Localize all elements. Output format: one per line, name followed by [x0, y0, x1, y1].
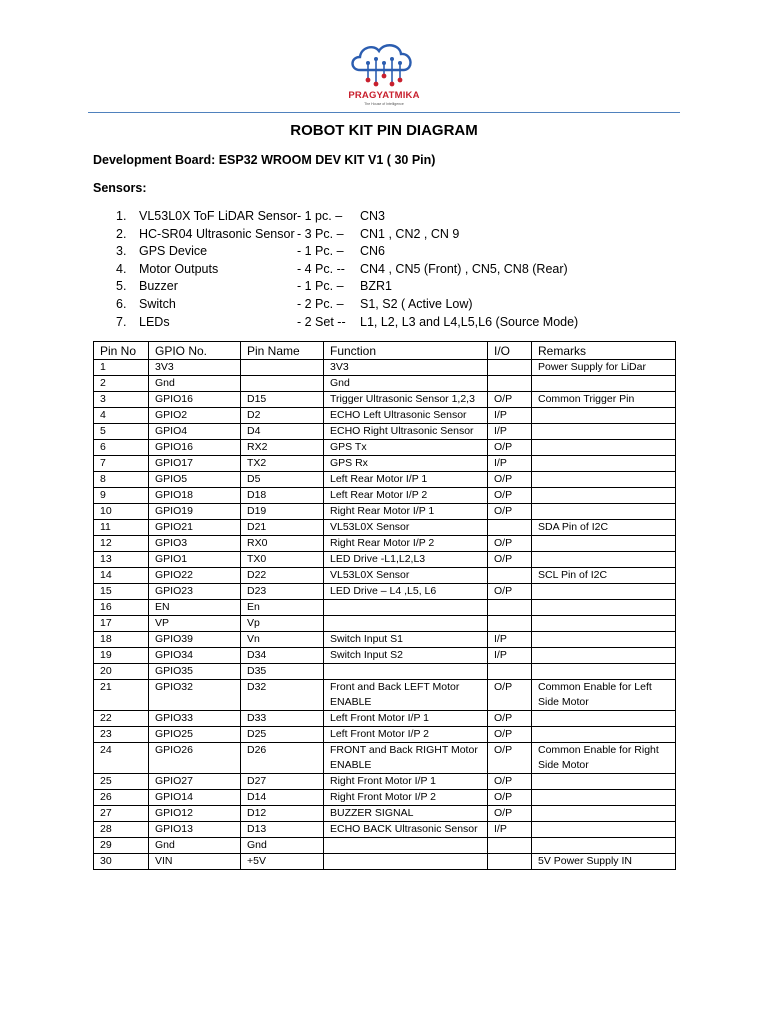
pin-no-cell: 17 — [94, 616, 149, 632]
pin-name-cell: D19 — [241, 504, 324, 520]
io-cell: O/P — [488, 440, 532, 456]
function-cell: Right Front Motor I/P 1 — [324, 774, 488, 790]
pin-name-cell — [241, 376, 324, 392]
table-row — [94, 790, 676, 806]
pin-no-cell: 23 — [94, 727, 149, 743]
pin-name-cell: D15 — [241, 392, 324, 408]
function-cell: VL53L0X Sensor — [324, 568, 488, 584]
remarks-cell — [532, 838, 676, 854]
table-row — [94, 472, 676, 488]
io-cell: O/P — [488, 790, 532, 806]
gpio-cell: GPIO2 — [149, 408, 241, 424]
function-cell: Trigger Ultrasonic Sensor 1,2,3 — [324, 392, 488, 408]
pin-name-cell: D32 — [241, 680, 324, 711]
column-header: Function — [324, 342, 488, 360]
pin-name-cell: Gnd — [241, 838, 324, 854]
pin-no-cell: 5 — [94, 424, 149, 440]
table-row — [94, 488, 676, 504]
remarks-cell — [532, 806, 676, 822]
sensors-heading: Sensors: — [93, 181, 147, 195]
remarks-cell — [532, 424, 676, 440]
pin-no-cell: 28 — [94, 822, 149, 838]
pin-no-cell: 10 — [94, 504, 149, 520]
gpio-cell: GPIO4 — [149, 424, 241, 440]
pin-name-cell: D4 — [241, 424, 324, 440]
pin-no-cell: 3 — [94, 392, 149, 408]
function-cell: ECHO BACK Ultrasonic Sensor — [324, 822, 488, 838]
gpio-cell: GPIO23 — [149, 584, 241, 600]
column-header: Pin No — [94, 342, 149, 360]
pin-name-cell: En — [241, 600, 324, 616]
remarks-cell — [532, 408, 676, 424]
logo-tagline: The House of Intelligence — [364, 102, 404, 106]
pin-no-cell: 9 — [94, 488, 149, 504]
remarks-cell — [532, 552, 676, 568]
pin-name-cell: Vn — [241, 632, 324, 648]
sensor-name: LEDs — [139, 314, 170, 329]
remarks-cell: Common Trigger Pin — [532, 392, 676, 408]
pin-no-cell: 20 — [94, 664, 149, 680]
function-cell: GPS Tx — [324, 440, 488, 456]
pin-no-cell: 13 — [94, 552, 149, 568]
gpio-cell: GPIO39 — [149, 632, 241, 648]
function-cell: Left Rear Motor I/P 2 — [324, 488, 488, 504]
pin-name-cell: D5 — [241, 472, 324, 488]
function-cell: VL53L0X Sensor — [324, 520, 488, 536]
pin-no-cell: 8 — [94, 472, 149, 488]
pin-no-cell: 1 — [94, 360, 149, 376]
sensor-number: 6. — [116, 296, 127, 311]
sensor-quantity: - 1 pc. – — [297, 209, 343, 223]
io-cell: O/P — [488, 774, 532, 790]
pin-no-cell: 27 — [94, 806, 149, 822]
pin-no-cell: 2 — [94, 376, 149, 392]
remarks-cell — [532, 648, 676, 664]
pin-name-cell: Vp — [241, 616, 324, 632]
io-cell — [488, 838, 532, 854]
pin-name-cell — [241, 360, 324, 376]
sensor-quantity: - 3 Pc. – — [297, 226, 344, 241]
io-cell: O/P — [488, 536, 532, 552]
table-row — [94, 456, 676, 472]
sensor-name: HC-SR04 Ultrasonic Sensor — [139, 226, 295, 241]
pin-no-cell: 26 — [94, 790, 149, 806]
remarks-cell — [532, 488, 676, 504]
table-row — [94, 552, 676, 568]
pin-name-cell: D22 — [241, 568, 324, 584]
io-cell: O/P — [488, 552, 532, 568]
io-cell — [488, 600, 532, 616]
function-cell: GPS Rx — [324, 456, 488, 472]
gpio-cell: Gnd — [149, 838, 241, 854]
remarks-cell: SDA Pin of I2C — [532, 520, 676, 536]
function-cell: BUZZER SIGNAL — [324, 806, 488, 822]
column-header: Remarks — [532, 342, 676, 360]
sensor-number: 3. — [116, 244, 127, 259]
pin-name-cell: TX0 — [241, 552, 324, 568]
sensor-connector: CN3 — [360, 209, 386, 223]
io-cell: I/P — [488, 632, 532, 648]
remarks-cell — [532, 376, 676, 392]
gpio-cell: GPIO1 — [149, 552, 241, 568]
function-cell: Right Rear Motor I/P 2 — [324, 536, 488, 552]
gpio-cell: VP — [149, 616, 241, 632]
gpio-cell: GPIO22 — [149, 568, 241, 584]
pin-no-cell: 6 — [94, 440, 149, 456]
gpio-cell: GPIO33 — [149, 711, 241, 727]
io-cell: O/P — [488, 727, 532, 743]
pin-no-cell: 29 — [94, 838, 149, 854]
remarks-cell — [532, 727, 676, 743]
pin-name-cell: D14 — [241, 790, 324, 806]
table-row — [94, 536, 676, 552]
pin-name-cell: D35 — [241, 664, 324, 680]
pin-name-cell: D34 — [241, 648, 324, 664]
pin-name-cell: D33 — [241, 711, 324, 727]
pin-no-cell: 4 — [94, 408, 149, 424]
pin-no-cell: 7 — [94, 456, 149, 472]
table-row — [94, 520, 676, 536]
table-row — [94, 568, 676, 584]
column-header: I/O — [488, 342, 532, 360]
table-row — [94, 440, 676, 456]
io-cell: O/P — [488, 392, 532, 408]
remarks-cell: SCL Pin of I2C — [532, 568, 676, 584]
pin-name-cell: D25 — [241, 727, 324, 743]
remarks-cell — [532, 456, 676, 472]
function-cell: Left Rear Motor I/P 1 — [324, 472, 488, 488]
io-cell: O/P — [488, 711, 532, 727]
gpio-cell: GPIO3 — [149, 536, 241, 552]
pin-name-cell: D12 — [241, 806, 324, 822]
gpio-cell: GPIO35 — [149, 664, 241, 680]
table-row — [94, 392, 676, 408]
sensor-connector: CN4 , CN5 (Front) , CN5, CN8 (Rear) — [360, 261, 568, 276]
remarks-cell — [532, 774, 676, 790]
sensor-quantity: - 1 Pc. – — [297, 279, 344, 294]
remarks-cell — [532, 790, 676, 806]
remarks-cell: 5V Power Supply IN — [532, 854, 676, 870]
io-cell: I/P — [488, 408, 532, 424]
function-cell: Front and Back LEFT Motor ENABLE — [324, 680, 488, 711]
table-row — [94, 838, 676, 854]
io-cell: O/P — [488, 504, 532, 520]
cloud-circuit-icon — [346, 40, 422, 90]
gpio-cell: GPIO14 — [149, 790, 241, 806]
pin-no-cell: 25 — [94, 774, 149, 790]
sensor-name: Buzzer — [139, 279, 178, 294]
pin-name-cell: D18 — [241, 488, 324, 504]
function-cell: Left Front Motor I/P 1 — [324, 711, 488, 727]
pin-no-cell: 15 — [94, 584, 149, 600]
io-cell: I/P — [488, 456, 532, 472]
remarks-cell — [532, 504, 676, 520]
pin-no-cell: 19 — [94, 648, 149, 664]
io-cell — [488, 616, 532, 632]
gpio-cell: GPIO16 — [149, 392, 241, 408]
sensor-quantity: - 4 Pc. -- — [297, 261, 345, 276]
table-row — [94, 822, 676, 838]
function-cell: LED Drive -L1,L2,L3 — [324, 552, 488, 568]
gpio-cell: GPIO26 — [149, 743, 241, 774]
sensor-quantity: - 1 Pc. – — [297, 244, 344, 259]
sensor-connector: CN6 — [360, 244, 386, 259]
function-cell: FRONT and Back RIGHT Motor ENABLE — [324, 743, 488, 774]
pin-name-cell: D26 — [241, 743, 324, 774]
sensor-connector: L1, L2, L3 and L4,L5,L6 (Source Mode) — [360, 314, 579, 329]
sensor-quantity: - 2 Set -- — [297, 314, 346, 329]
pin-no-cell: 21 — [94, 680, 149, 711]
remarks-cell — [532, 536, 676, 552]
io-cell: I/P — [488, 424, 532, 440]
remarks-cell — [532, 472, 676, 488]
column-header: GPIO No. — [149, 342, 241, 360]
sensor-number: 7. — [116, 314, 127, 329]
table-row — [94, 664, 676, 680]
remarks-cell: Common Enable for Right Side Motor — [532, 743, 676, 774]
gpio-cell: Gnd — [149, 376, 241, 392]
pin-name-cell: +5V — [241, 854, 324, 870]
sensor-connector: CN1 , CN2 , CN 9 — [360, 226, 460, 241]
gpio-cell: VIN — [149, 854, 241, 870]
company-logo — [334, 40, 434, 108]
table-row — [94, 424, 676, 440]
pin-no-cell: 24 — [94, 743, 149, 774]
remarks-cell — [532, 664, 676, 680]
io-cell — [488, 520, 532, 536]
gpio-cell: GPIO18 — [149, 488, 241, 504]
pin-no-cell: 18 — [94, 632, 149, 648]
pin-name-cell: RX0 — [241, 536, 324, 552]
io-cell: O/P — [488, 472, 532, 488]
remarks-cell: Power Supply for LiDar — [532, 360, 676, 376]
function-cell: Switch Input S1 — [324, 632, 488, 648]
gpio-cell: GPIO32 — [149, 680, 241, 711]
development-board-line: Development Board: ESP32 WROOM DEV KIT V1 ( 30 Pin) — [93, 153, 436, 167]
gpio-cell: GPIO19 — [149, 504, 241, 520]
gpio-cell: GPIO16 — [149, 440, 241, 456]
sensor-number: 4. — [116, 261, 127, 276]
function-cell: Switch Input S2 — [324, 648, 488, 664]
gpio-cell: 3V3 — [149, 360, 241, 376]
function-cell: 3V3 — [324, 360, 488, 376]
sensor-name: GPS Device — [139, 244, 208, 259]
gpio-cell: GPIO25 — [149, 727, 241, 743]
function-cell: LED Drive – L4 ,L5, L6 — [324, 584, 488, 600]
io-cell: O/P — [488, 743, 532, 774]
sensor-name: VL53L0X ToF LiDAR Sensor — [139, 209, 298, 223]
sensor-number: 2. — [116, 226, 127, 241]
gpio-cell: GPIO27 — [149, 774, 241, 790]
table-row — [94, 616, 676, 632]
function-cell — [324, 854, 488, 870]
sensor-number: 5. — [116, 279, 127, 294]
sensor-quantity: - 2 Pc. – — [297, 296, 344, 311]
function-cell — [324, 664, 488, 680]
table-row — [94, 711, 676, 727]
pin-no-cell: 14 — [94, 568, 149, 584]
table-row — [94, 632, 676, 648]
table-row — [94, 743, 676, 774]
io-cell: O/P — [488, 806, 532, 822]
function-cell: Gnd — [324, 376, 488, 392]
pin-table — [93, 341, 676, 870]
table-row — [94, 504, 676, 520]
remarks-cell: Common Enable for Left Side Motor — [532, 680, 676, 711]
function-cell: Right Front Motor I/P 2 — [324, 790, 488, 806]
gpio-cell: GPIO12 — [149, 806, 241, 822]
table-row — [94, 680, 676, 711]
table-row — [94, 600, 676, 616]
remarks-cell — [532, 600, 676, 616]
pin-no-cell: 12 — [94, 536, 149, 552]
remarks-cell — [532, 632, 676, 648]
pin-no-cell: 30 — [94, 854, 149, 870]
sensor-connector: S1, S2 ( Active Low) — [360, 296, 473, 311]
gpio-cell: GPIO17 — [149, 456, 241, 472]
logo-name: PRAGYATMIKA — [348, 90, 420, 101]
io-cell — [488, 360, 532, 376]
io-cell: I/P — [488, 822, 532, 838]
function-cell — [324, 616, 488, 632]
gpio-cell: GPIO13 — [149, 822, 241, 838]
pin-no-cell: 11 — [94, 520, 149, 536]
table-row — [94, 854, 676, 870]
io-cell: O/P — [488, 488, 532, 504]
function-cell: ECHO Right Ultrasonic Sensor — [324, 424, 488, 440]
sensor-number: 1. — [116, 209, 127, 223]
gpio-cell: GPIO34 — [149, 648, 241, 664]
function-cell — [324, 600, 488, 616]
pin-name-cell: D21 — [241, 520, 324, 536]
column-header: Pin Name — [241, 342, 324, 360]
sensor-connector: BZR1 — [360, 279, 392, 294]
pin-no-cell: 16 — [94, 600, 149, 616]
pin-table-header — [94, 342, 676, 360]
table-row — [94, 360, 676, 376]
pin-name-cell: D2 — [241, 408, 324, 424]
table-row — [94, 648, 676, 664]
io-cell — [488, 568, 532, 584]
function-cell — [324, 838, 488, 854]
table-row — [94, 376, 676, 392]
pin-table-body — [94, 360, 676, 870]
pin-name-cell: D13 — [241, 822, 324, 838]
function-cell: ECHO Left Ultrasonic Sensor — [324, 408, 488, 424]
remarks-cell — [532, 711, 676, 727]
table-row — [94, 806, 676, 822]
pin-no-cell: 22 — [94, 711, 149, 727]
remarks-cell — [532, 822, 676, 838]
remarks-cell — [532, 616, 676, 632]
io-cell — [488, 664, 532, 680]
header-divider — [88, 112, 680, 113]
table-row — [94, 408, 676, 424]
sensor-name: Motor Outputs — [139, 261, 219, 276]
pin-name-cell: TX2 — [241, 456, 324, 472]
pin-name-cell: D23 — [241, 584, 324, 600]
function-cell: Right Rear Motor I/P 1 — [324, 504, 488, 520]
remarks-cell — [532, 440, 676, 456]
gpio-cell: GPIO5 — [149, 472, 241, 488]
table-row — [94, 584, 676, 600]
function-cell: Left Front Motor I/P 2 — [324, 727, 488, 743]
table-row — [94, 727, 676, 743]
remarks-cell — [532, 584, 676, 600]
io-cell: O/P — [488, 584, 532, 600]
io-cell: O/P — [488, 680, 532, 711]
pin-name-cell: RX2 — [241, 440, 324, 456]
gpio-cell: EN — [149, 600, 241, 616]
document-title: ROBOT KIT PIN DIAGRAM — [290, 122, 478, 139]
io-cell — [488, 854, 532, 870]
io-cell — [488, 376, 532, 392]
io-cell: I/P — [488, 648, 532, 664]
gpio-cell: GPIO21 — [149, 520, 241, 536]
sensor-name: Switch — [139, 296, 176, 311]
pin-name-cell: D27 — [241, 774, 324, 790]
table-row — [94, 774, 676, 790]
